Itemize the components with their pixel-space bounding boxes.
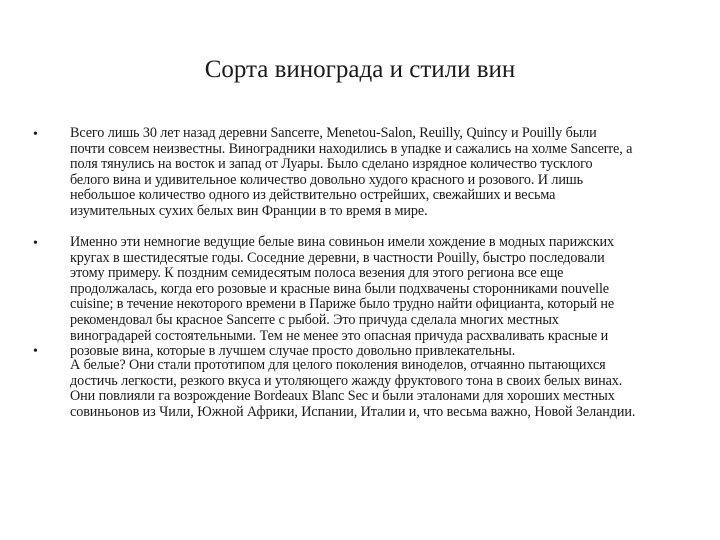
paragraph-line: поля тянулись на восток и запад от Луары. Было сделано изрядное количество тусклого [70, 156, 593, 173]
slide-title: Сорта винограда и стили вин [204, 56, 516, 83]
paragraph-line: совиньонов из Чили, Южной Африки, Испании, Италии и, что весьма важно, Новой Зеландии. [70, 403, 636, 420]
paragraph-line: кругах в шестидесятые годы. Соседние деревни, в частности Pouilly, быстро последовали [70, 249, 605, 266]
bullet-icon: • [33, 127, 38, 142]
paragraph-line: продолжалась, когда его розовые и красные вина были подхвачены сторонниками nouvelle [70, 280, 609, 297]
paragraph-line: виноградарей состоятельными. Тем не менее это опасная причуда расхваливать красные и [70, 327, 609, 344]
bullet-icon: • [33, 344, 38, 359]
paragraph-3 [70, 358, 710, 420]
paragraph-line: Именно эти немногие ведущие белые вина совиньон имели хождение в модных парижских [70, 234, 614, 250]
paragraph-2 [70, 235, 710, 360]
paragraph-line: Всего лишь 30 лет назад деревни Sancerre, Menetou-Salon, Reuilly, Quincy и Pouilly были [70, 125, 597, 141]
paragraph-line: изумительных сухих белых вин Франции в то время в мире. [70, 202, 428, 219]
paragraph-line: Они повлияли га возрождение Bordeaux Blanc Sec и были эталонами для хороших местных [70, 388, 615, 405]
paragraph-1 [70, 126, 710, 220]
paragraph-line: небольшое количество одного из действительно острейших, свежайших и весьма [70, 187, 556, 204]
paragraph-line: А белые? Они стали прототипом для целого поколения виноделов, отчаянно пытающихся [70, 357, 606, 373]
paragraph-line: рекомендовал бы красное Sancerre с рыбой. Это причуда сделала многих местных [70, 311, 559, 328]
paragraph-line: розовые вина, которые в лучшем случае просто довольно привлекательны. [70, 343, 516, 360]
paragraph-line: белого вина и удивительное количество довольно худого красного и розового. И лишь [70, 171, 584, 188]
paragraph-line: этому примеру. К поздним семидесятым полоса везения для этого региона все еще [70, 265, 564, 282]
paragraph-line: почти совсем неизвестны. Виноградники находились в упадке и сажались на холме Sancerre, а [70, 140, 633, 157]
paragraph-line: cuisine; в течение некоторого времени в Париже было трудно найти официанта, который не [70, 296, 615, 313]
paragraph-line: достичь легкости, резкого вкуса и утоляющего жажду фруктового тона в своих белых винах. [70, 372, 623, 389]
bullet-icon: • [33, 236, 38, 251]
